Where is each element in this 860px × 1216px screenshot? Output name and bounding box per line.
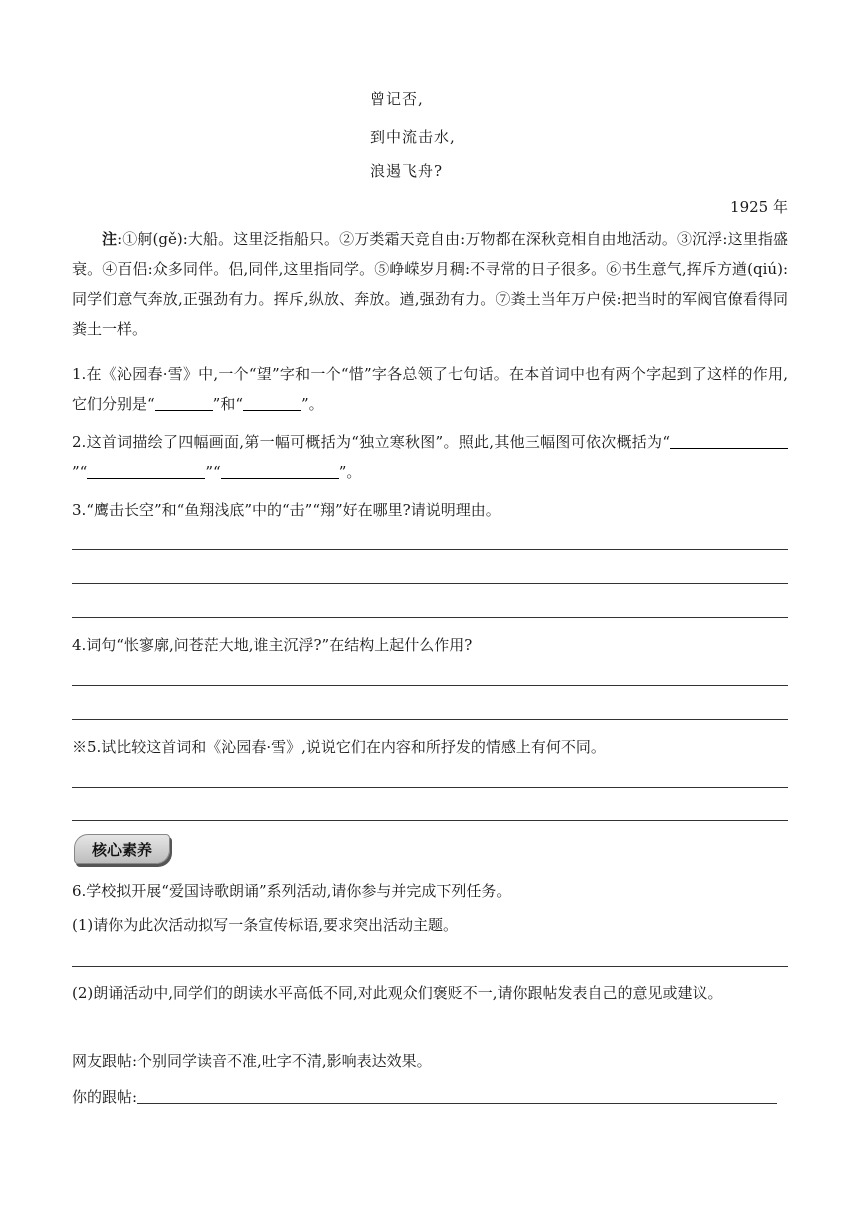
q1-blank-2[interactable]	[243, 396, 301, 411]
question-4: 4.词句“怅寥廓,问苍茫大地,谁主沉浮?”在结构上起什么作用?	[72, 636, 473, 654]
answer-line[interactable]	[72, 820, 788, 821]
section-badge: 核心素养	[74, 834, 170, 864]
poem-year: 1925 年	[730, 198, 788, 216]
answer-line[interactable]	[72, 549, 788, 550]
netizen-reply: 网友跟帖:个别同学读音不准,吐字不清,影响表达效果。	[72, 1052, 432, 1070]
question-6-2: (2)朗诵活动中,同学们的朗读水平高低不同,对此观众们褒贬不一,请你跟帖发表自己的意见或建议。	[72, 984, 723, 1002]
poem-line-2: 到中流击水,	[370, 128, 456, 146]
answer-line[interactable]	[72, 719, 788, 720]
answer-line[interactable]	[72, 787, 788, 788]
q2-text-a: 2.这首词描绘了四幅画面,第一幅可概括为“独立寒秋图”。照此,其他三幅图可依次概括为“	[72, 433, 670, 451]
question-2	[72, 427, 788, 487]
poem-line-1: 曾记否,	[370, 90, 424, 108]
q2-blank-2[interactable]	[87, 464, 205, 479]
q1-text-b: ”和“	[212, 395, 244, 413]
question-1	[72, 359, 788, 419]
notes-paragraph	[72, 224, 788, 344]
answer-line[interactable]	[72, 966, 788, 967]
q2-text-d: ”。	[338, 463, 362, 481]
question-6: 6.学校拟开展“爱国诗歌朗诵”系列活动,请你参与并完成下列任务。	[72, 882, 512, 900]
q2-blank-1[interactable]	[670, 434, 788, 449]
notes-text: :①舸(gě):大船。这里泛指船只。②万类霜天竞自由:万物都在深秋竞相自由地活动。③沉浮:这里指盛衰。④百侣:众多同伴。侣,同伴,这里指同学。⑤峥嵘岁月稠:不寻常的日子很多。⑥书生意气,挥斥方遒(qiú):同学们意气奔放,正强劲有力。挥斥,纵放、奔放。遒,强劲有力。⑦粪土当年万户侯:把当时的军阀官僚看得同粪土一样。	[72, 230, 788, 338]
answer-line[interactable]	[72, 617, 788, 618]
q2-text-c: ”“	[205, 463, 221, 481]
question-6-1: (1)请你为此次活动拟写一条宣传标语,要求突出活动主题。	[72, 916, 459, 934]
question-5: ※5.试比较这首词和《沁园春·雪》,说说它们在内容和所抒发的情感上有何不同。	[72, 738, 606, 756]
q1-blank-1[interactable]	[155, 396, 213, 411]
your-reply-line[interactable]	[137, 1089, 777, 1104]
answer-line[interactable]	[72, 685, 788, 686]
q1-text-c: ”。	[301, 395, 324, 413]
poem-line-3: 浪遏飞舟?	[370, 162, 444, 180]
notes-label: 注	[102, 230, 118, 248]
q2-text-b: ”“	[72, 463, 88, 481]
your-reply-label: 你的跟帖:	[72, 1088, 138, 1106]
answer-line[interactable]	[72, 583, 788, 584]
q1-text-a: 1.在《沁园春·雪》中,一个“望”字和一个“惜”字各总领了七句话。在本首词中也有两个字起到了这样的作用,它们分别是“	[72, 365, 788, 413]
q2-blank-3[interactable]	[221, 464, 339, 479]
worksheet-page	[72, 0, 788, 1216]
question-3: 3.“鹰击长空”和“鱼翔浅底”中的“击”“翔”好在哪里?请说明理由。	[72, 501, 501, 519]
your-reply-row	[72, 1082, 788, 1112]
